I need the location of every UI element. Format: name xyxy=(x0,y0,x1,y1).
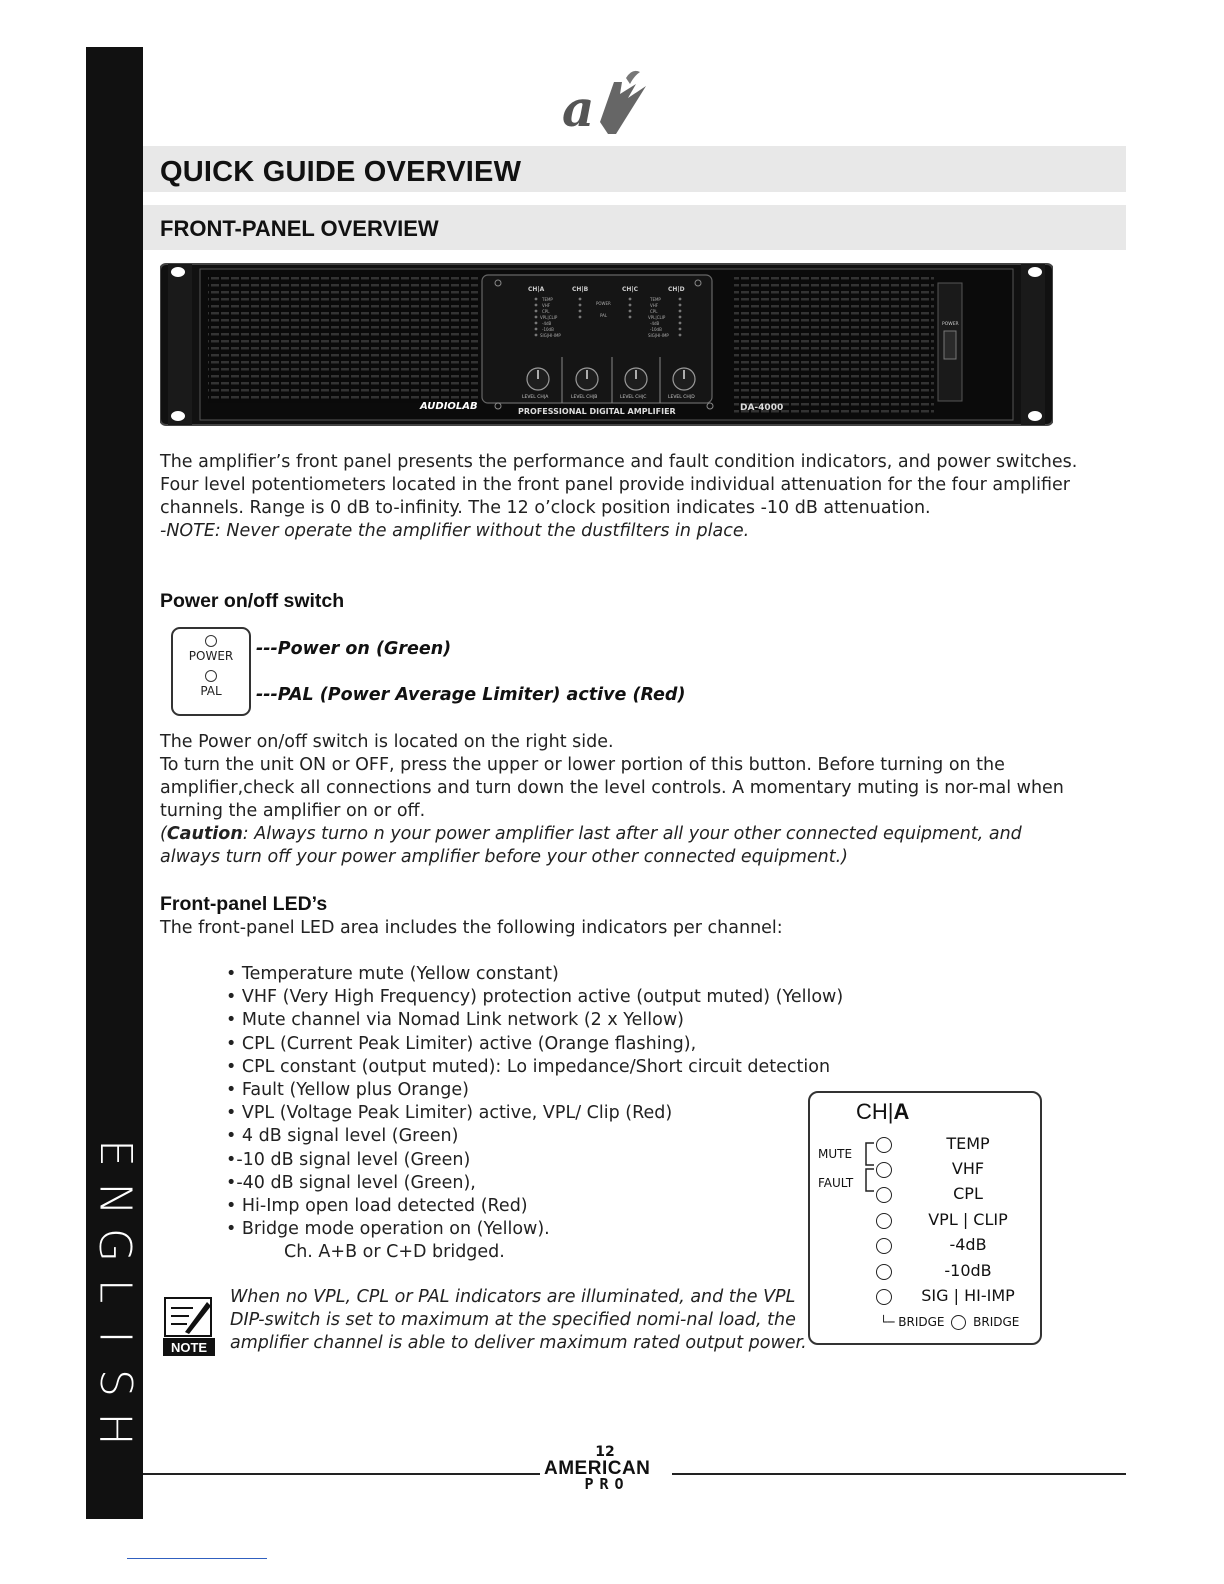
svg-text:LEVEL CH|A: LEVEL CH|A xyxy=(522,395,549,400)
svg-text:TEMP: TEMP xyxy=(542,297,553,302)
list-item: • CPL (Current Peak Limiter) active (Orange flashing), xyxy=(226,1033,697,1054)
led-circle-icon xyxy=(876,1238,892,1254)
language-letter: S xyxy=(89,1369,141,1397)
mute-label: MUTE xyxy=(818,1147,853,1161)
svg-text:VHF: VHF xyxy=(542,303,551,308)
list-item: • Mute channel via Nomad Link network (2 x Yellow) xyxy=(226,1010,684,1031)
scan-artifact-line xyxy=(127,1558,267,1559)
pal-led-icon xyxy=(205,670,217,682)
list-item: • CPL constant (output muted): Lo impedance/Short circuit detection xyxy=(226,1056,831,1077)
svg-text:DA-4000: DA-4000 xyxy=(740,403,784,413)
list-item: • Hi-Imp open load detected (Red) xyxy=(226,1196,528,1217)
svg-text:LEVEL CH|B: LEVEL CH|B xyxy=(571,395,598,400)
led-circle-icon xyxy=(876,1162,892,1178)
power-indicator-box xyxy=(171,627,251,716)
led-circle-icon xyxy=(876,1187,892,1203)
led-row: TEMP xyxy=(810,1133,1040,1158)
svg-text:-4dB: -4dB xyxy=(650,321,660,326)
fault-label: FAULT xyxy=(818,1176,854,1190)
svg-text:NOTE: NOTE xyxy=(170,1340,208,1355)
language-letter: H xyxy=(89,1412,141,1446)
list-item: •-40 dB signal level (Green), xyxy=(226,1172,476,1193)
list-item: Ch. A+B or C+D bridged. xyxy=(284,1242,505,1263)
power-paragraph: The Power on/off switch is located on the right side. xyxy=(160,732,614,752)
led-circle-icon xyxy=(876,1213,892,1229)
svg-text:-4dB: -4dB xyxy=(542,321,552,326)
list-item: •-10 dB signal level (Green) xyxy=(226,1149,471,1170)
leds-intro: The front-panel LED area includes the following indicators per channel: xyxy=(160,918,783,938)
amplifier-front-panel xyxy=(160,261,1053,428)
intro-paragraph: Four level potentiometers located in the front panel provide individual attenuation for the four amplifier channels. Range is 0 dB to-infinity. The 12 o’clock position indicates -10 dB attenuation. xyxy=(160,475,1070,518)
language-letter: I xyxy=(89,1330,141,1344)
language-label xyxy=(86,1130,143,1452)
svg-text:CH|A: CH|A xyxy=(528,286,545,293)
svg-text:CPL: CPL xyxy=(650,309,658,314)
svg-text:AUDIOLAB: AUDIOLAB xyxy=(420,401,478,412)
list-item: • VHF (Very High Frequency) protection active (output muted) (Yellow) xyxy=(226,987,844,1008)
caution-paragraph: (Caution: Always turno n your power amplifier last after all your other connected equipment, and always turn off your power amplifier before your other connected equipment.) xyxy=(160,824,1022,867)
svg-text:SIG|HI-IMP: SIG|HI-IMP xyxy=(540,333,561,338)
intro-paragraph: The amplifier’s front panel presents the performance and fault condition indicators, and power switches. xyxy=(160,452,1078,472)
note-icon xyxy=(163,1296,215,1356)
svg-text:POWER: POWER xyxy=(596,301,611,306)
svg-text:POWER: POWER xyxy=(942,322,959,327)
led-circle-icon xyxy=(876,1137,892,1153)
svg-text:-10dB: -10dB xyxy=(650,327,662,332)
channel-title: CH|A xyxy=(856,1099,910,1124)
power-paragraph: To turn the unit ON or OFF, press the upper or lower portion of this button. Before turning on the amplifier,check all connections and turn down the level controls. A momentary muting is nor-mal when turning the amplifier on or off. xyxy=(160,755,1064,821)
svg-text:CH|C: CH|C xyxy=(622,286,639,293)
led-row: -10dB xyxy=(810,1260,1040,1285)
svg-text:PRO: PRO xyxy=(584,1476,630,1490)
brand-logo-pro xyxy=(548,1476,666,1490)
bridge-row: └─ BRIDGE BRIDGE xyxy=(880,1315,1020,1329)
svg-text:CH|D: CH|D xyxy=(668,286,685,293)
power-switch-text xyxy=(160,731,1080,869)
svg-text:LEVEL CH|C: LEVEL CH|C xyxy=(620,395,647,400)
svg-text:SIG|HI-IMP: SIG|HI-IMP xyxy=(648,333,669,338)
led-circle-icon xyxy=(876,1264,892,1280)
list-item: • Fault (Yellow plus Orange) xyxy=(226,1080,469,1101)
power-switch-heading: Power on/off switch xyxy=(160,590,345,612)
power-led-icon xyxy=(205,635,217,647)
svg-text:PROFESSIONAL DIGITAL AMPLIFIER: PROFESSIONAL DIGITAL AMPLIFIER xyxy=(518,407,676,416)
led-row: VHF xyxy=(810,1158,1040,1183)
page-title: QUICK GUIDE OVERVIEW xyxy=(160,156,522,188)
note-text: When no VPL, CPL or PAL indicators are illuminated, and the VPL DIP-switch is set to maximum at the specified nomi-nal load, the amplifier channel is able to deliver maximum rated output power. xyxy=(230,1287,807,1353)
list-item: • VPL (Voltage Peak Limiter) active, VPL/ Clip (Red) xyxy=(226,1103,673,1124)
svg-text:CPL: CPL xyxy=(542,309,550,314)
channel-led-diagram xyxy=(808,1091,1042,1345)
footer-divider xyxy=(143,1473,540,1475)
svg-text:PAL: PAL xyxy=(600,313,608,318)
led-bullet-list xyxy=(226,963,843,1265)
svg-text:-10dB: -10dB xyxy=(542,327,554,332)
led-row: -4dB xyxy=(810,1234,1040,1259)
svg-text:VPL|CLIP: VPL|CLIP xyxy=(648,315,666,320)
page-number: 12 xyxy=(595,1444,615,1460)
list-item: • Temperature mute (Yellow constant) xyxy=(226,964,559,984)
language-letter: G xyxy=(89,1227,141,1263)
dustfilter-note: -NOTE: Never operate the amplifier without the dustfilters in place. xyxy=(160,521,750,541)
list-item: • Bridge mode operation on (Yellow). xyxy=(226,1219,550,1240)
intro-text xyxy=(160,451,1080,543)
section-title: FRONT-PANEL OVERVIEW xyxy=(160,216,439,241)
power-on-line: ---Power on (Green) xyxy=(256,639,452,659)
svg-text:VHF: VHF xyxy=(650,303,659,308)
language-letter: N xyxy=(89,1182,141,1216)
list-item: • 4 dB signal level (Green) xyxy=(226,1126,459,1147)
svg-text:TEMP: TEMP xyxy=(650,297,661,302)
svg-text:CH|B: CH|B xyxy=(572,286,589,293)
led-row: SIG | HI-IMP xyxy=(810,1285,1040,1310)
svg-text:VPL|CLIP: VPL|CLIP xyxy=(540,315,558,320)
brand-logo-top: AMERICAN xyxy=(544,1458,651,1479)
led-row: CPL xyxy=(810,1183,1040,1208)
svg-text:a: a xyxy=(562,79,595,138)
led-row: VPL | CLIP xyxy=(810,1209,1040,1234)
leds-heading: Front-panel LED’s xyxy=(160,893,328,915)
language-letter: E xyxy=(89,1139,141,1167)
caution-label: Caution xyxy=(166,824,243,844)
pal-led-label: PAL xyxy=(200,684,222,698)
language-letter: L xyxy=(89,1278,141,1304)
power-led-label: POWER xyxy=(188,649,234,663)
footer-divider xyxy=(672,1473,1126,1475)
svg-text:LEVEL CH|D: LEVEL CH|D xyxy=(668,395,695,400)
av-logo xyxy=(556,64,666,146)
led-circle-icon xyxy=(876,1289,892,1305)
pal-active-line: ---PAL (Power Average Limiter) active (Red) xyxy=(256,685,686,705)
bridge-led-icon xyxy=(951,1315,966,1330)
